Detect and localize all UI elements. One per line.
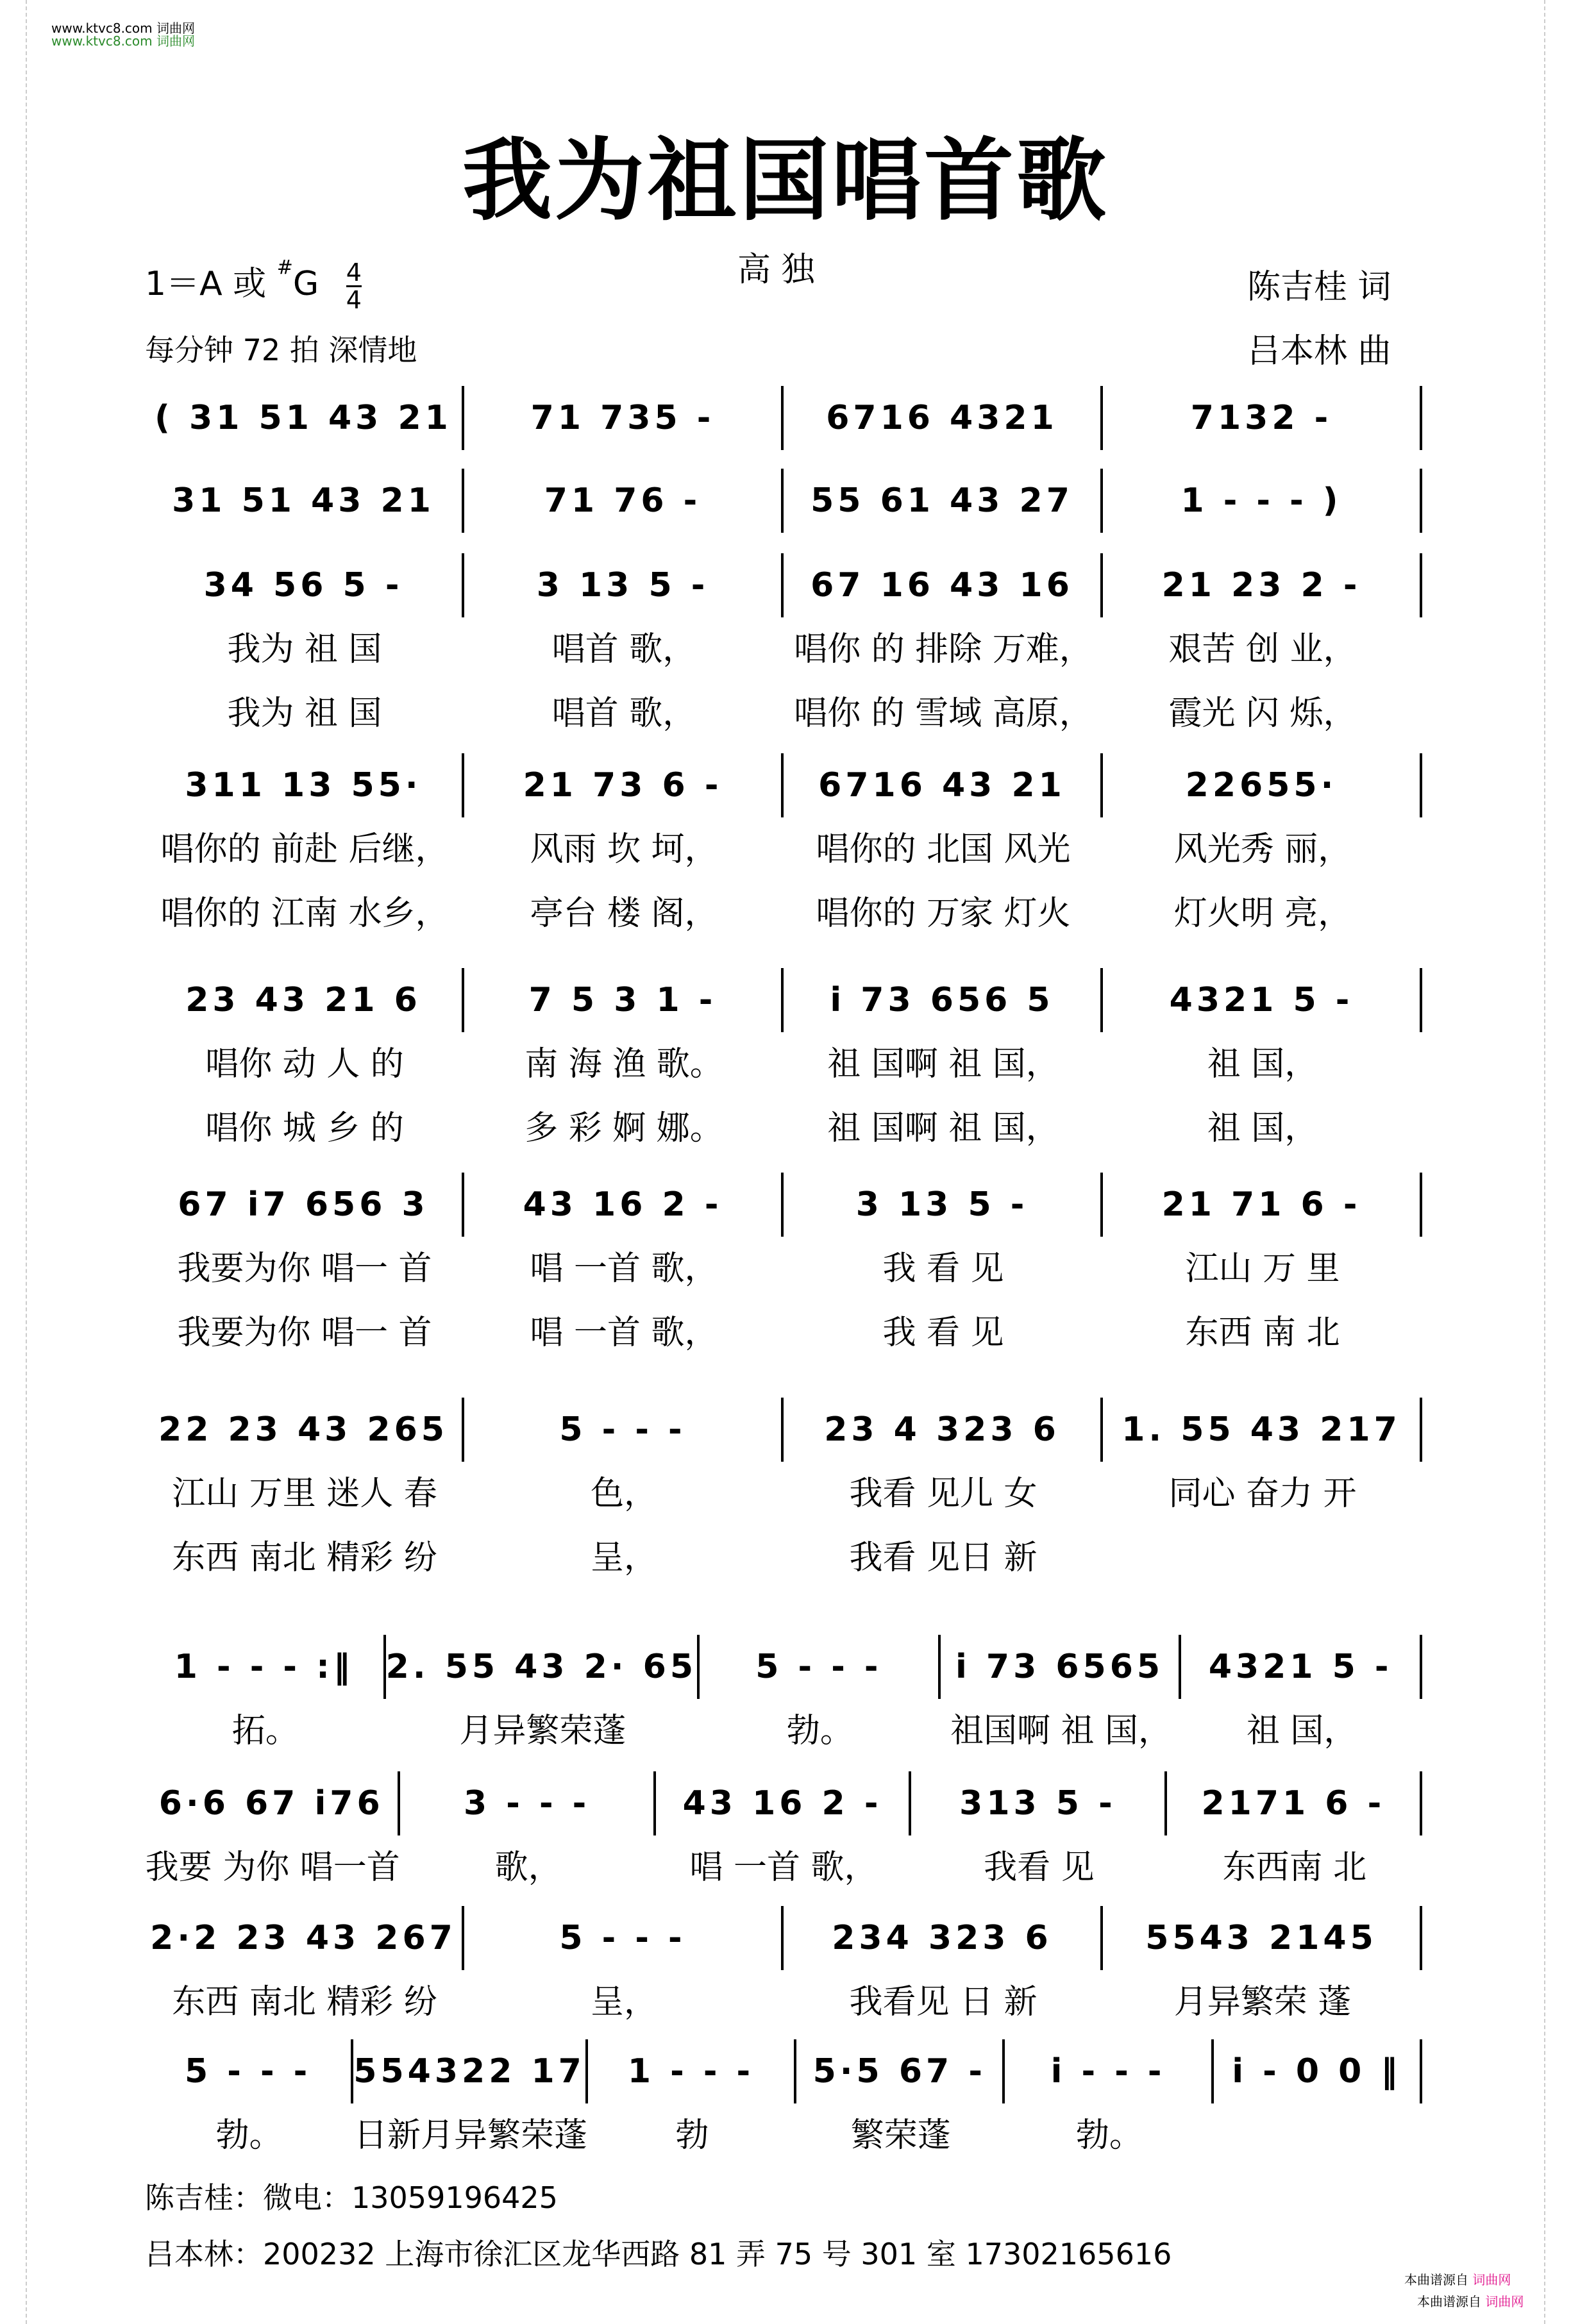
measure-notes: 31 51 43 21 bbox=[145, 469, 464, 533]
page-border-right bbox=[1544, 0, 1545, 2324]
measure-notes: 1 - - - :‖ bbox=[145, 1635, 386, 1699]
measure bbox=[145, 1398, 464, 1590]
measure-notes: i 73 656 5 bbox=[784, 968, 1103, 1032]
measure bbox=[464, 553, 784, 746]
measure bbox=[464, 753, 784, 946]
score-row bbox=[145, 469, 1422, 533]
page-border-left bbox=[26, 0, 27, 2324]
score-row bbox=[145, 968, 1422, 1160]
measure-notes: 4321 5 - bbox=[1181, 1635, 1422, 1699]
measures bbox=[145, 753, 1422, 946]
footer-contact-2: 吕本林：200232 上海市徐汇区龙华西路 81 弄 75 号 301 室 17302165616 bbox=[145, 2237, 1172, 2271]
song-title: 我为祖国唱首歌 bbox=[462, 129, 1109, 233]
time-signature bbox=[346, 260, 362, 313]
score-row bbox=[145, 753, 1422, 946]
composer: 吕本林 曲 bbox=[1247, 332, 1391, 371]
lyric-line: 勃。 bbox=[786, 1712, 853, 1750]
lyric-line: 我看 见儿 女 bbox=[849, 1475, 1038, 1513]
measure-notes: 23 43 21 6 bbox=[145, 968, 464, 1032]
lyric-line: 唱 一首 歌， bbox=[689, 1848, 878, 1887]
lyric-line: 繁荣蓬 bbox=[850, 2116, 951, 2155]
measure-notes: 6716 43 21 bbox=[784, 753, 1103, 817]
lyric-line: 我看见 日 新 bbox=[849, 1983, 1038, 2021]
watermark-top-1: www.ktvc8.com 词曲网 bbox=[51, 21, 196, 36]
measure bbox=[784, 469, 1103, 533]
measures bbox=[145, 386, 1422, 450]
measure-notes: 554322 17 bbox=[353, 2039, 588, 2103]
lyric-line: 呈， bbox=[590, 1539, 657, 1577]
lyric-line: 歌， bbox=[494, 1848, 562, 1887]
lyric-line: 唱首 歌， bbox=[551, 694, 696, 733]
measure bbox=[911, 1771, 1166, 1900]
measure-notes: 71 76 - bbox=[464, 469, 784, 533]
measure-notes: 1. 55 43 217 bbox=[1103, 1398, 1422, 1462]
measure bbox=[464, 1906, 784, 2034]
key-text: 1＝A 或 bbox=[145, 265, 267, 303]
measure-notes: 43 16 2 - bbox=[656, 1771, 911, 1835]
measure-notes: i - - - bbox=[1005, 2039, 1213, 2103]
measure bbox=[145, 2039, 353, 2168]
measure-notes: 311 13 55· bbox=[145, 753, 464, 817]
measure-notes: 5 - - - bbox=[464, 1906, 784, 1970]
measure bbox=[400, 1771, 655, 1900]
measure bbox=[145, 386, 464, 450]
measure-notes: 21 23 2 - bbox=[1103, 553, 1422, 617]
lyric-line: 祖 国啊 祖 国， bbox=[827, 1045, 1059, 1083]
lyric-line: 唱你 城 乡 的 bbox=[205, 1109, 404, 1148]
lyric-line: 我要 为你 唱一首 bbox=[145, 1848, 400, 1887]
measure bbox=[145, 1906, 464, 2034]
lyric-line: 祖 国啊 祖 国， bbox=[827, 1109, 1059, 1148]
measures bbox=[145, 1635, 1422, 1763]
lyric-line: 我为 祖 国 bbox=[227, 630, 382, 669]
measure bbox=[145, 968, 464, 1160]
lyric-line: 祖国啊 祖 国， bbox=[950, 1712, 1172, 1750]
key-signature bbox=[145, 256, 362, 313]
measure bbox=[1103, 553, 1422, 746]
measure bbox=[145, 753, 464, 946]
lyric-line: 祖 国， bbox=[1207, 1045, 1318, 1083]
measure-notes: 1 - - - ) bbox=[1103, 469, 1422, 533]
measure-notes: 5 - - - bbox=[145, 2039, 353, 2103]
measure bbox=[588, 2039, 796, 2168]
measure bbox=[784, 753, 1103, 946]
score-row bbox=[145, 386, 1422, 450]
watermark-text: 本曲谱源自 bbox=[1404, 2272, 1468, 2287]
lyric-line: 唱你 动 人 的 bbox=[205, 1045, 404, 1083]
lyric-line: 艰苦 创 业， bbox=[1168, 630, 1357, 669]
measure-notes: 234 323 6 bbox=[784, 1906, 1103, 1970]
lyric-line: 东西 南 北 bbox=[1185, 1314, 1340, 1352]
tempo-marking: 每分钟 72 拍 深情地 bbox=[145, 333, 417, 367]
measure bbox=[1103, 753, 1422, 946]
measure bbox=[656, 1771, 911, 1900]
lyric-line: 我 看 见 bbox=[882, 1314, 1004, 1352]
measure-notes: 7132 - bbox=[1103, 386, 1422, 450]
measure bbox=[1214, 2039, 1422, 2168]
score-row bbox=[145, 1398, 1422, 1590]
lyric-line: 风雨 坎 坷， bbox=[530, 830, 718, 869]
voice-type: 高 独 bbox=[737, 251, 815, 289]
measure bbox=[1167, 1771, 1422, 1900]
score-row bbox=[145, 1173, 1422, 1365]
lyric-line: 拓。 bbox=[231, 1712, 299, 1750]
lyric-line: 风光秀 丽， bbox=[1173, 830, 1352, 869]
lyric-line: 东西 南北 精彩 纷 bbox=[172, 1539, 437, 1577]
measure bbox=[145, 1771, 400, 1900]
measure bbox=[784, 1173, 1103, 1365]
watermark-text: 本曲谱源自 bbox=[1417, 2294, 1481, 2309]
lyric-line: 多 彩 婀 娜。 bbox=[525, 1109, 723, 1148]
lyric-line: 江山 万 里 bbox=[1185, 1250, 1340, 1288]
time-top: 4 bbox=[346, 258, 362, 287]
measure-notes: 21 73 6 - bbox=[464, 753, 784, 817]
measure bbox=[1103, 1173, 1422, 1365]
lyric-line: 祖 国， bbox=[1246, 1712, 1357, 1750]
lyric-line: 唱首 歌， bbox=[551, 630, 696, 669]
lyric-line: 灯火明 亮， bbox=[1173, 894, 1352, 933]
lyric-line: 同心 奋力 开 bbox=[1168, 1475, 1357, 1513]
lyric-line: 祖 国， bbox=[1207, 1109, 1318, 1148]
measure-notes: 22655· bbox=[1103, 753, 1422, 817]
lyric-line: 我 看 见 bbox=[882, 1250, 1004, 1288]
lyric-line: 唱你 的 排除 万难， bbox=[794, 630, 1093, 669]
measure-notes: 2. 55 43 2· 65 bbox=[386, 1635, 700, 1699]
measure bbox=[464, 968, 784, 1160]
measure bbox=[353, 2039, 588, 2168]
measure-notes: ( 31 51 43 21 bbox=[145, 386, 464, 450]
measures bbox=[145, 553, 1422, 746]
lyric-line: 唱你的 万家 灯火 bbox=[816, 894, 1071, 933]
measure-notes: 34 56 5 - bbox=[145, 553, 464, 617]
lyric-line: 唱你 的 雪域 高原， bbox=[794, 694, 1093, 733]
score-row bbox=[145, 1906, 1422, 2034]
measure bbox=[784, 386, 1103, 450]
lyric-line: 我看 见 bbox=[984, 1848, 1095, 1887]
lyric-line: 日新月异繁荣蓬 bbox=[354, 2116, 588, 2155]
measure bbox=[784, 1906, 1103, 2034]
measure-notes: 6716 4321 bbox=[784, 386, 1103, 450]
lyric-line: 我为 祖 国 bbox=[227, 694, 382, 733]
score-row bbox=[145, 1771, 1422, 1900]
lyric-line: 亭台 楼 阁， bbox=[530, 894, 718, 933]
measure-notes: 3 13 5 - bbox=[464, 553, 784, 617]
measure-notes: 5543 2145 bbox=[1103, 1906, 1422, 1970]
measure bbox=[145, 1173, 464, 1365]
measure-notes: 3 - - - bbox=[400, 1771, 655, 1835]
score-row bbox=[145, 1635, 1422, 1763]
footer-contact-1: 陈吉桂：微电：13059196425 bbox=[145, 2180, 558, 2215]
lyric-line: 月异繁荣蓬 bbox=[459, 1712, 626, 1750]
lyric-line: 唱你的 江南 水乡， bbox=[160, 894, 449, 933]
measure-notes: i 73 6565 bbox=[941, 1635, 1182, 1699]
measure bbox=[1103, 469, 1422, 533]
measure-notes: 313 5 - bbox=[911, 1771, 1166, 1835]
measure bbox=[1103, 968, 1422, 1160]
lyric-line: 唱你的 前赴 后继， bbox=[160, 830, 449, 869]
measure bbox=[1005, 2039, 1213, 2168]
measures bbox=[145, 469, 1422, 533]
watermark-site: 词曲网 bbox=[1485, 2294, 1524, 2309]
watermark-bottom-2 bbox=[1417, 2291, 1524, 2310]
lyric-line: 色， bbox=[590, 1475, 657, 1513]
measure bbox=[145, 553, 464, 746]
measure-notes: 5 - - - bbox=[700, 1635, 941, 1699]
lyric-line bbox=[1214, 2103, 1422, 2168]
measures bbox=[145, 968, 1422, 1160]
sharp-sign: # bbox=[276, 256, 293, 279]
measures bbox=[145, 1906, 1422, 2034]
lyric-line: 呈， bbox=[590, 1983, 657, 2021]
lyric-line: 我看 见日 新 bbox=[849, 1539, 1038, 1577]
measure-notes: 67 16 43 16 bbox=[784, 553, 1103, 617]
measure bbox=[464, 469, 784, 533]
lyricist: 陈吉桂 词 bbox=[1247, 268, 1391, 306]
lyric-line: 江山 万里 迷人 春 bbox=[172, 1475, 437, 1513]
measure-notes: 7 5 3 1 - bbox=[464, 968, 784, 1032]
lyric-line: 勃 bbox=[675, 2116, 709, 2155]
lyric-line: 唱 一首 歌， bbox=[530, 1314, 718, 1352]
measure bbox=[145, 469, 464, 533]
lyric-line: 勃。 bbox=[215, 2116, 283, 2155]
score-row bbox=[145, 553, 1422, 746]
measure-notes: 43 16 2 - bbox=[464, 1173, 784, 1237]
measure-notes: 2171 6 - bbox=[1167, 1771, 1422, 1835]
measures bbox=[145, 2039, 1422, 2168]
key-alt: G bbox=[292, 265, 319, 303]
lyric-line: 东西 南北 精彩 纷 bbox=[172, 1983, 437, 2021]
measure bbox=[700, 1635, 941, 1763]
measures bbox=[145, 1771, 1422, 1900]
watermark-top-2: www.ktvc8.com 词曲网 bbox=[51, 33, 196, 49]
measure bbox=[784, 553, 1103, 746]
lyric-line: 唱你的 北国 风光 bbox=[816, 830, 1071, 869]
measure bbox=[464, 1173, 784, 1365]
measure-notes: 67 i7 656 3 bbox=[145, 1173, 464, 1237]
lyric-line: 勃。 bbox=[1076, 2116, 1143, 2155]
measure-notes: 5 - - - bbox=[464, 1398, 784, 1462]
measure-notes: i - 0 0 ‖ bbox=[1214, 2039, 1422, 2103]
measure-notes: 22 23 43 265 bbox=[145, 1398, 464, 1462]
lyric-line: 我要为你 唱一 首 bbox=[177, 1314, 432, 1352]
measure bbox=[464, 1398, 784, 1590]
lyric-line: 我要为你 唱一 首 bbox=[177, 1250, 432, 1288]
measure bbox=[941, 1635, 1182, 1763]
measure-notes: 2·2 23 43 267 bbox=[145, 1906, 464, 1970]
measure-notes: 3 13 5 - bbox=[784, 1173, 1103, 1237]
lyric-line: 霞光 闪 烁， bbox=[1168, 694, 1357, 733]
measure bbox=[784, 968, 1103, 1160]
watermark-site: 词曲网 bbox=[1472, 2272, 1511, 2287]
lyric-line: 南 海 渔 歌。 bbox=[525, 1045, 723, 1083]
lyric-line: 唱 一首 歌， bbox=[530, 1250, 718, 1288]
measure bbox=[386, 1635, 700, 1763]
lyric-line: 东西南 北 bbox=[1222, 1848, 1367, 1887]
measure bbox=[145, 1635, 386, 1763]
measures bbox=[145, 1398, 1422, 1590]
measure-notes: 1 - - - bbox=[588, 2039, 796, 2103]
measure bbox=[796, 2039, 1005, 2168]
measure bbox=[1103, 1906, 1422, 2034]
measure-notes: 6·6 67 i76 bbox=[145, 1771, 400, 1835]
measure-notes: 71 735 - bbox=[464, 386, 784, 450]
lyric-line: 月异繁荣 蓬 bbox=[1173, 1983, 1352, 2021]
measure-notes: 23 4 323 6 bbox=[784, 1398, 1103, 1462]
measure bbox=[1103, 1398, 1422, 1590]
score-row bbox=[145, 2039, 1422, 2168]
measure-notes: 21 71 6 - bbox=[1103, 1173, 1422, 1237]
measure-notes: 55 61 43 27 bbox=[784, 469, 1103, 533]
lyric-line bbox=[1103, 1526, 1422, 1590]
measure-notes: 5·5 67 - bbox=[796, 2039, 1005, 2103]
measure bbox=[1103, 386, 1422, 450]
measure bbox=[784, 1398, 1103, 1590]
measures bbox=[145, 1173, 1422, 1365]
watermark-bottom-1 bbox=[1404, 2270, 1511, 2288]
measure-notes: 4321 5 - bbox=[1103, 968, 1422, 1032]
measure bbox=[1181, 1635, 1422, 1763]
measure bbox=[464, 386, 784, 450]
time-bottom: 4 bbox=[346, 285, 362, 314]
